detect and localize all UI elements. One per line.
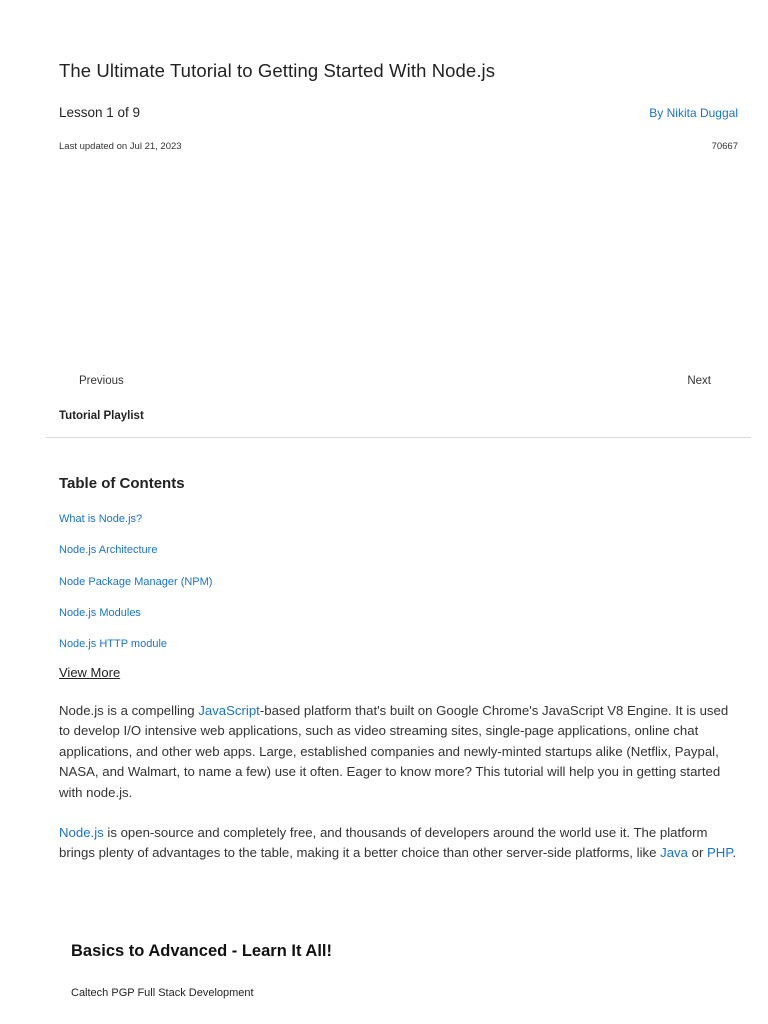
intro-paragraph <box>59 701 739 803</box>
php-link[interactable]: PHP <box>707 845 733 861</box>
toc-item <box>59 540 212 571</box>
next-button[interactable]: Next <box>687 375 711 387</box>
previous-button[interactable]: Previous <box>79 375 124 387</box>
toc-item <box>59 509 212 540</box>
toc-link-http-module[interactable]: Node.js HTTP module <box>59 638 168 651</box>
nodejs-link[interactable]: Node.js <box>59 825 104 840</box>
author-link[interactable]: By Nikita Duggal <box>649 106 738 120</box>
toc-list <box>59 509 212 665</box>
lesson-counter: Lesson 1 of 9 <box>59 105 141 120</box>
promo-title: Basics to Advanced - Learn It All! <box>71 942 333 960</box>
p1-rest: -based platform that's built on Google Chrome's JavaScript V8 Engine. It is used to develop I/O intensive web applications, such as video streaming sites, single-page applications, online chat applications, and other web apps. Large, established companies and newly-minted startups alike (Netflix, Paypal, NASA, and Walmart, to name a few) use it often. Eager to know more? This tutorial will help you in getting started with node.js. <box>59 703 729 800</box>
article-title: The Ultimate Tutorial to Getting Started With Node.js <box>59 60 496 81</box>
java-link[interactable]: Java <box>660 845 688 861</box>
toc-heading: Table of Contents <box>59 475 185 492</box>
tutorial-playlist-link[interactable]: Tutorial Playlist <box>59 410 144 422</box>
toc-link-architecture[interactable]: Node.js Architecture <box>59 544 158 557</box>
last-updated: Last updated on Jul 21, 2023 <box>59 141 182 152</box>
p2-or: or <box>687 845 708 861</box>
toc-item <box>59 572 212 603</box>
toc-link-npm[interactable]: Node Package Manager (NPM) <box>59 575 213 588</box>
second-paragraph <box>59 823 739 864</box>
toc-link-modules[interactable]: Node.js Modules <box>59 606 141 619</box>
divider <box>46 437 751 438</box>
toc-link-what-is-nodejs[interactable]: What is Node.js? <box>59 513 143 525</box>
view-count: 70667 <box>711 141 738 152</box>
javascript-link[interactable]: JavaScript <box>198 703 260 718</box>
p2-end: . <box>732 845 737 861</box>
toc-item <box>59 634 212 665</box>
p2-text: is open-source and completely free, and thousands of developers around the world use it. The platform brings plenty of advantages to the table, making it a better choice than other server-side platforms, like <box>59 825 708 861</box>
toc-item <box>59 603 212 634</box>
p1-intro: Node.js is a compelling <box>59 703 199 718</box>
promo-course-link[interactable]: Caltech PGP Full Stack Development <box>71 987 254 999</box>
view-more-link[interactable]: View More <box>59 665 121 680</box>
